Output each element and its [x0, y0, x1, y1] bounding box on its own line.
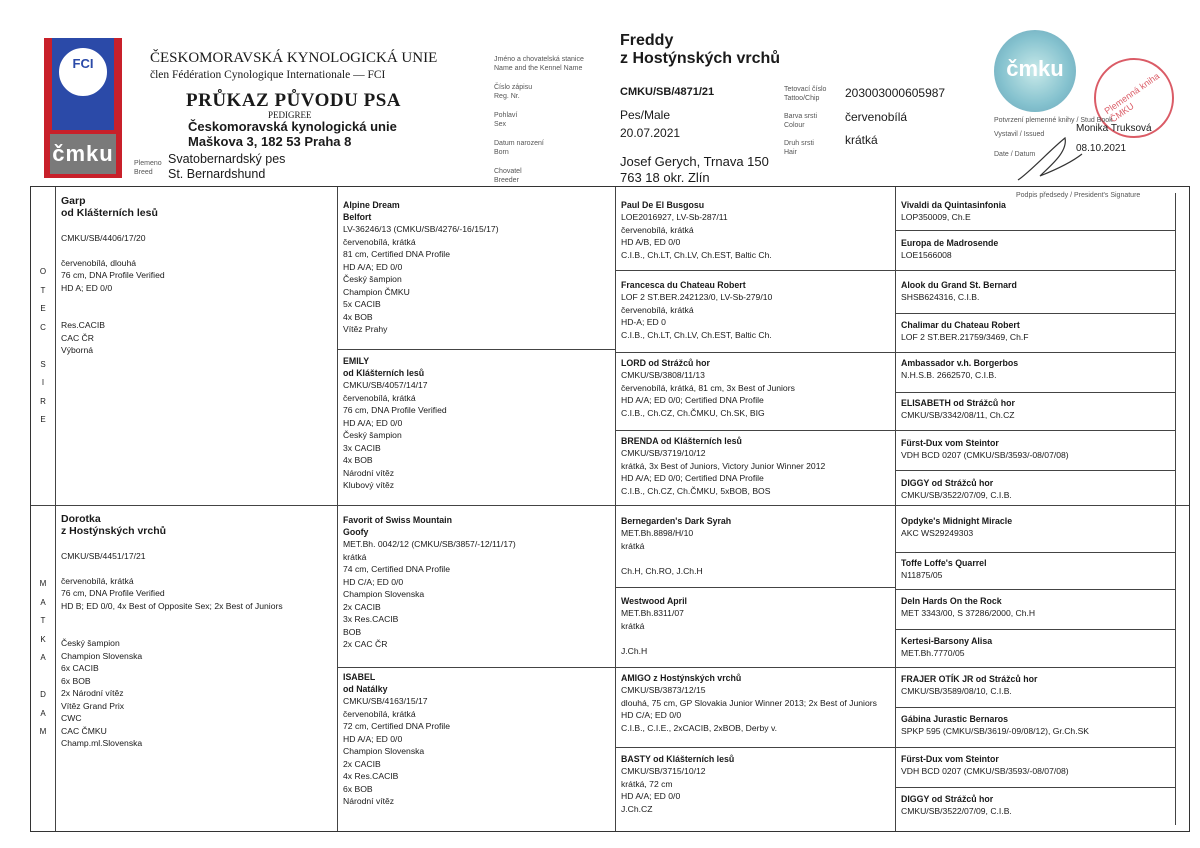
ancestor-detail: Champ.ml.Slovenska — [61, 738, 143, 748]
ancestor-g3-8 — [621, 753, 893, 827]
ancestor-detail: MET.Bh. 0042/12 (CMKU/SB/3857/-12/11/17) — [343, 539, 516, 549]
ancestor-g4-3 — [901, 279, 1173, 315]
side-letter: T — [40, 616, 46, 625]
side-letter: A — [40, 653, 46, 662]
ancestor-detail: Český šampion — [343, 274, 402, 284]
granddam-paternal-cell — [343, 355, 613, 503]
dog-name-line-1: Freddy — [620, 32, 674, 49]
ancestor-name: AMIGO z Hostýnských vrchů — [621, 673, 742, 683]
ancestor-detail: Champion ČMKU — [343, 286, 410, 297]
grandsire-paternal-cell — [343, 199, 613, 347]
ancestor-detail: CMKU/SB/3719/10/12 — [621, 448, 706, 458]
ancestor-g4-11 — [901, 595, 1173, 631]
dog-chip: 203003000605987 — [845, 86, 946, 100]
ancestor-detail: HD A/A; ED 0/0 — [343, 261, 403, 272]
color-label-en: Colour — [784, 122, 805, 129]
ancestor-detail — [61, 537, 333, 550]
side-letter: A — [40, 597, 46, 607]
ancestor-detail: Champion Slovenska — [61, 650, 143, 661]
ancestor-name: Alook du Grand St. Bernard — [901, 280, 1017, 290]
ancestor-g3-1 — [621, 199, 893, 269]
ancestor-kennel: z Hostýnských vrchů — [61, 525, 167, 537]
ancestor-name: Fürst-Dux vom Steintor — [901, 754, 999, 764]
ancestor-detail: dlouhá, 75 cm, GP Slovakia Junior Winner 2013; 2x Best of Juniors — [621, 697, 877, 708]
ancestor-detail: C.I.B., C.I.E., 2xCACIB, 2xBOB, Derby v. — [621, 722, 778, 733]
org-name: ČESKOMORAVSKÁ KYNOLOGICKÁ UNIE — [150, 50, 438, 66]
ancestor-detail: LOE2016927, LV-Sb-287/11 — [621, 212, 728, 222]
ancestor-g4-10 — [901, 557, 1173, 593]
ancestor-detail: CMKU/SB/3522/07/09, C.I.B. — [901, 806, 1012, 816]
ancestor-name: Francesca du Chateau Robert — [621, 280, 746, 290]
org-subtitle: člen Fédération Cynologique Internationale — FCI — [150, 69, 386, 81]
dog-sex: Pes/Male — [620, 108, 671, 122]
ancestor-detail: LV-36246/13 (CMKU/SB/4276/-16/15/17) — [343, 224, 499, 234]
ancestor-name: Ambassador v.h. Borgerbos — [901, 358, 1019, 368]
sire-side-label — [36, 267, 50, 434]
side-letter — [36, 672, 50, 691]
ancestor-name: Vivaldi da Quintasinfonia — [901, 200, 1006, 210]
cmku-hologram-stamp — [994, 30, 1076, 112]
ancestor-detail — [61, 244, 333, 257]
ancestor-detail: 76 cm, DNA Profile Verified — [61, 588, 165, 598]
ancestor-detail: HD B; ED 0/0, 4x Best of Opposite Sex; 2x Best of Juniors — [61, 600, 283, 611]
ancestor-detail: J.Ch.H — [621, 645, 648, 656]
dog-born: 20.07.2021 — [620, 126, 681, 140]
ancestor-name: BASTY od Klášterních lesů — [621, 754, 735, 764]
side-letter: T — [40, 285, 46, 295]
ancestor-detail: C.I.B., Ch.CZ, Ch.ČMKU, Ch.SK, BIG — [621, 407, 765, 418]
ancestor-detail: 76 cm, DNA Profile Verified — [343, 405, 447, 415]
ancestor-detail: Český šampion — [61, 638, 120, 648]
ancestor-name: Paul De El Busgosu — [621, 200, 705, 210]
breed-cz: Svatobernardský pes — [168, 152, 286, 166]
ancestor-detail: N.H.S.B. 2662570, C.I.B. — [901, 370, 997, 380]
ancestor-detail: krátká — [621, 540, 645, 551]
ancestor-detail: Výborná — [61, 345, 94, 355]
ancestor-detail: červenobílá, dlouhá — [61, 257, 137, 268]
ancestor-name: Fürst-Dux vom Steintor — [901, 438, 999, 448]
ancestor-detail: CMKU/SB/3808/11/13 — [621, 370, 705, 380]
ancestor-detail: 3x Res.CACIB — [343, 614, 399, 624]
sex-label-en: Sex — [494, 121, 507, 128]
ancestor-detail: červenobílá, krátká — [343, 392, 416, 403]
ancestor-detail: 74 cm, Certified DNA Profile — [343, 564, 450, 574]
dam-cell — [61, 513, 333, 825]
ancestor-detail: 4x BOB — [343, 311, 373, 322]
side-letter: I — [41, 378, 45, 387]
ancestor-detail: 2x CACIB — [343, 601, 381, 612]
fci-logo — [44, 38, 122, 178]
granddam-maternal-cell — [343, 671, 613, 829]
ancestor-kennel: Goofy — [343, 527, 369, 537]
ancestor-name: ELISABETH od Strážců hor — [901, 398, 1015, 408]
ancestor-g3-5 — [621, 515, 893, 585]
ancestor-kennel: od Klášterních lesů — [343, 368, 425, 378]
cmku-logo-text: čmku — [50, 134, 116, 174]
ancestor-detail: CAC ČR — [61, 332, 94, 343]
ancestor-detail: CMKU/SB/4451/17/21 — [61, 550, 146, 561]
ancestor-name: Chalimar du Chateau Robert — [901, 320, 1020, 330]
ancestor-detail: Ch.H, Ch.RO, J.Ch.H — [621, 565, 703, 576]
ancestor-detail: 81 cm, Certified DNA Profile — [343, 249, 450, 259]
issued-label: Vystavil / Issued — [994, 131, 1045, 138]
ancestor-g4-12 — [901, 635, 1173, 671]
reg-label: Číslo zápisu — [494, 84, 533, 91]
ancestor-name: FRAJER OTÍK JR od Strážců hor — [901, 674, 1038, 684]
side-letter: C — [40, 322, 46, 332]
ancestor-name: Deln Hards On the Rock — [901, 596, 1002, 606]
ancestor-detail: N11875/05 — [901, 570, 943, 580]
ancestor-name: Kertesi-Barsony Alisa — [901, 636, 993, 646]
ancestor-g4-1 — [901, 199, 1173, 235]
ancestor-detail: Vítěz Grand Prix — [61, 700, 125, 711]
side-letter — [36, 341, 50, 360]
name-label: Jméno a chovatelská stanice — [494, 56, 584, 63]
ancestor-detail — [61, 625, 333, 638]
ancestor-detail: MET.Bh.8311/07 — [621, 608, 684, 618]
breeder-label: Chovatel — [494, 168, 522, 175]
side-letter: M — [39, 579, 47, 588]
ancestor-detail: HD A/A; ED 0/0 — [343, 733, 403, 744]
ancestor-detail — [621, 552, 893, 565]
ancestor-kennel: Belfort — [343, 212, 372, 222]
sire-cell — [61, 195, 333, 501]
ancestor-name: LORD od Strážců hor — [621, 358, 710, 368]
ancestor-detail — [61, 562, 333, 575]
ancestor-detail: červenobílá, krátká — [343, 236, 416, 247]
ancestor-g4-6 — [901, 397, 1173, 433]
ancestor-g4-8 — [901, 477, 1173, 513]
ancestor-detail: krátká — [621, 620, 645, 631]
dog-reg-number: CMKU/SB/4871/21 — [620, 86, 715, 98]
sex-label: Pohlaví — [494, 112, 518, 119]
ancestor-detail: CWC — [61, 713, 82, 723]
ancestor-detail: HD A/B, ED 0/0 — [621, 237, 681, 247]
ancestor-detail: HD A/A; ED 0/0; Certified DNA Profile — [621, 395, 764, 405]
ancestor-detail: HD A/A; ED 0/0 — [343, 417, 403, 428]
ancestor-name: Opdyke's Midnight Miracle — [901, 516, 1013, 526]
ancestor-detail: HD A; ED 0/0 — [61, 282, 113, 293]
ancestor-detail: LOF 2 ST.BER.21759/3469, Ch.F — [901, 332, 1029, 342]
ancestor-detail: krátká — [343, 551, 367, 562]
ancestor-detail: CMKU/SB/3873/12/15 — [621, 685, 706, 695]
ancestor-name: Bernegarden's Dark Syrah — [621, 516, 732, 526]
ancestor-g4-14 — [901, 713, 1173, 749]
chip-label-en: Tattoo/Chip — [784, 95, 820, 102]
ancestor-name: Garp — [61, 195, 86, 207]
ancestor-g4-13 — [901, 673, 1173, 709]
ancestor-detail: C.I.B., Ch.CZ, Ch.ČMKU, 5xBOB, BOS — [621, 485, 771, 496]
issue-date: 08.10.2021 — [1076, 143, 1127, 154]
ancestor-detail: 4x BOB — [343, 455, 373, 465]
breed-label-cz: Plemeno — [134, 160, 162, 167]
address-line-2: Maškova 3, 182 53 Praha 8 — [188, 134, 352, 149]
breed-label-en: Breed — [134, 169, 153, 176]
ancestor-detail: HD C/A; ED 0/0 — [621, 710, 682, 720]
ancestor-name: Favorit of Swiss Mountain — [343, 515, 452, 525]
ancestor-name: BRENDA od Klášterních lesů — [621, 436, 742, 446]
ancestor-detail — [61, 219, 333, 232]
side-letter: E — [40, 415, 46, 424]
ancestor-detail: Champion Slovenska — [343, 589, 425, 599]
side-letter: O — [39, 267, 47, 276]
date-label: Date / Datum — [994, 151, 1036, 158]
ancestor-detail: HD A/A; ED 0/0 — [621, 791, 681, 801]
ancestor-kennel: od Natálky — [343, 684, 388, 694]
grandsire-maternal-cell — [343, 514, 613, 664]
ancestor-detail: HD-A; ED 0 — [621, 317, 666, 327]
ancestor-detail: MET.Bh.8898/H/10 — [621, 528, 694, 538]
ancestor-g4-4 — [901, 319, 1173, 355]
ancestor-detail: 2x CAC ČR — [343, 639, 388, 649]
fci-logo-text: FCI — [72, 56, 94, 71]
ancestor-detail: Vítěz Prahy — [343, 324, 388, 334]
ancestor-detail: Klubový vítěz — [343, 480, 395, 490]
ancestor-name: ISABEL — [343, 672, 376, 682]
ancestor-detail: Champion Slovenska — [343, 746, 425, 756]
ancestor-detail: C.I.B., Ch.LT, Ch.LV, Ch.EST, Baltic Ch. — [621, 249, 772, 260]
ancestor-detail: krátká, 72 cm — [621, 778, 673, 789]
ancestor-detail: Národní vítěz — [343, 467, 395, 478]
dog-color: červenobílá — [845, 110, 908, 124]
chip-label: Tetovací číslo — [784, 86, 827, 93]
ancestor-name: Dorotka — [61, 513, 101, 525]
breed-de: St. Bernardshund — [168, 167, 266, 181]
ancestor-g3-4 — [621, 435, 893, 505]
ancestor-detail: 76 cm, DNA Profile Verified — [61, 270, 165, 280]
born-label-en: Born — [494, 149, 509, 156]
side-letter: A — [40, 708, 46, 718]
ancestor-kennel: od Klášterních lesů — [61, 207, 158, 219]
ancestor-detail: CAC ČMKU — [61, 725, 107, 736]
ancestor-detail: 2x CACIB — [343, 758, 381, 769]
ancestor-detail: Res.CACIB — [61, 320, 105, 330]
ancestor-name: Gábina Jurastic Bernaros — [901, 714, 1009, 724]
address-line-1: Českomoravská kynologická unie — [188, 119, 397, 134]
ancestor-detail: HD C/A; ED 0/0 — [343, 576, 404, 587]
ancestor-name: DIGGY od Strážců hor — [901, 478, 994, 488]
ancestor-detail: Národní vítěz — [343, 796, 395, 806]
ancestor-detail: 6x BOB — [61, 675, 91, 686]
ancestor-name: Toffe Loffe's Quarrel — [901, 558, 987, 568]
ancestor-detail: krátká, 3x Best of Juniors, Victory Junior Winner 2012 — [621, 460, 826, 471]
side-letter: D — [40, 690, 46, 699]
ancestor-detail: CMKU/SB/3715/10/12 — [621, 766, 706, 776]
ancestor-detail: CMKU/SB/4057/14/17 — [343, 380, 428, 390]
document-subtitle: PEDIGREE — [268, 110, 312, 120]
ancestor-detail: CMKU/SB/4163/15/17 — [343, 696, 428, 706]
stamp-text: Plemenná kniha ČMKU — [1102, 70, 1162, 125]
ancestor-detail: CMKU/SB/3522/07/09, C.I.B. — [901, 490, 1012, 500]
ancestor-detail: červenobílá, krátká, 81 cm, 3x Best of Juniors — [621, 382, 795, 393]
ancestor-detail: CMKU/SB/3589/08/10, C.I.B. — [901, 686, 1012, 696]
ancestor-detail: MET.Bh.7770/05 — [901, 648, 965, 658]
ancestor-g3-2 — [621, 279, 893, 351]
signature-label: Podpis předsedy / President's Signature — [1016, 192, 1141, 199]
ancestor-detail: VDH BCD 0207 (CMKU/SB/3593/-08/07/08) — [901, 450, 1069, 460]
dam-side-label — [36, 579, 50, 746]
ancestor-g3-6 — [621, 595, 893, 665]
ancestor-detail: BOB — [343, 626, 362, 637]
name-label-en: Name and the Kennel Name — [494, 65, 583, 72]
ancestor-detail: 2x Národní vítěz — [61, 688, 124, 698]
ancestor-detail: LOP350009, Ch.E — [901, 212, 971, 222]
breeder-line-2: 763 18 okr. Zlín — [620, 170, 710, 185]
reg-label-en: Reg. Nr. — [494, 93, 520, 100]
ancestor-detail: SHSB624316, C.I.B. — [901, 292, 980, 302]
ancestor-detail: červenobílá, krátká — [61, 575, 134, 586]
ancestor-detail: Český šampion — [343, 430, 402, 440]
ancestor-detail: CMKU/SB/3342/08/11, Ch.CZ — [901, 410, 1015, 420]
issued-by: Monika Truksová — [1076, 123, 1152, 134]
ancestor-g3-7 — [621, 672, 911, 746]
ancestor-name: Westwood April — [621, 596, 687, 606]
ancestor-detail: J.Ch.CZ — [621, 803, 653, 814]
dog-coat: krátká — [845, 133, 878, 147]
ancestor-detail: 3x CACIB — [343, 442, 381, 453]
pedigree-table — [30, 186, 1190, 832]
ancestor-detail: LOE1566008 — [901, 250, 952, 260]
ancestor-detail: HD A/A; ED 0/0; Certified DNA Profile — [621, 473, 764, 483]
ancestor-detail: MET 3343/00, S 37286/2000, Ch.H — [901, 608, 1036, 618]
ancestor-detail: červenobílá, krátká — [621, 304, 694, 315]
ancestor-name: Europa de Madrosende — [901, 238, 999, 248]
ancestor-g4-16 — [901, 793, 1173, 829]
hologram-text: čmku — [1006, 56, 1064, 81]
ancestor-g4-7 — [901, 437, 1173, 473]
ancestor-detail: 6x BOB — [343, 783, 373, 794]
ancestor-detail: C.I.B., Ch.LT, Ch.LV, Ch.EST, Baltic Ch. — [621, 329, 772, 340]
ancestor-name: Alpine Dream — [343, 200, 400, 210]
coat-label: Druh srsti — [784, 140, 814, 147]
ancestor-detail: 5x CACIB — [343, 299, 381, 309]
ancestor-name: DIGGY od Strážců hor — [901, 794, 994, 804]
ancestor-detail: SPKP 595 (CMKU/SB/3619/-09/08/12), Gr.Ch.SK — [901, 726, 1090, 736]
ancestor-detail: CMKU/SB/4406/17/20 — [61, 232, 146, 243]
ancestor-detail: červenobílá, krátká — [343, 708, 416, 719]
side-letter: E — [40, 304, 46, 313]
breeder-label-en: Breeder — [494, 177, 519, 184]
ancestor-detail — [621, 632, 893, 645]
color-label: Barva srsti — [784, 113, 818, 120]
coat-label-en: Hair — [784, 149, 797, 156]
ancestor-detail: 6x CACIB — [61, 663, 99, 673]
ancestor-g4-15 — [901, 753, 1173, 789]
ancestor-detail: VDH BCD 0207 (CMKU/SB/3593/-08/07/08) — [901, 766, 1069, 776]
ancestor-name: EMILY — [343, 356, 370, 366]
breeder-line-1: Josef Gerych, Trnava 150 — [620, 154, 769, 169]
dog-name-line-2: z Hostýnských vrchů — [620, 50, 781, 67]
ancestor-detail: AKC WS29249303 — [901, 528, 974, 538]
ancestor-detail: 72 cm, Certified DNA Profile — [343, 721, 450, 731]
side-letter: M — [39, 727, 47, 736]
side-letter: S — [40, 359, 46, 369]
ancestor-detail: 4x Res.CACIB — [343, 771, 399, 781]
signature — [1010, 132, 1090, 187]
studbook-label: Potvrzení plemenné knihy / Stud Book — [994, 117, 1113, 124]
side-letter: K — [40, 634, 46, 644]
ancestor-detail — [61, 294, 333, 307]
ancestor-detail: LOF 2 ST.BER.242123/0, LV-Sb-279/10 — [621, 292, 773, 302]
ancestor-g4-2 — [901, 237, 1173, 273]
ancestor-g4-9 — [901, 515, 1173, 551]
ancestor-detail — [61, 612, 333, 625]
ancestor-detail — [61, 307, 333, 320]
born-label: Datum narození — [494, 140, 544, 147]
ancestor-g3-3 — [621, 357, 893, 429]
document-title: PRŮKAZ PŮVODU PSA — [186, 90, 402, 111]
side-letter: R — [40, 396, 46, 406]
ancestor-g4-5 — [901, 357, 1173, 393]
ancestor-detail: červenobílá, krátká — [621, 224, 694, 235]
